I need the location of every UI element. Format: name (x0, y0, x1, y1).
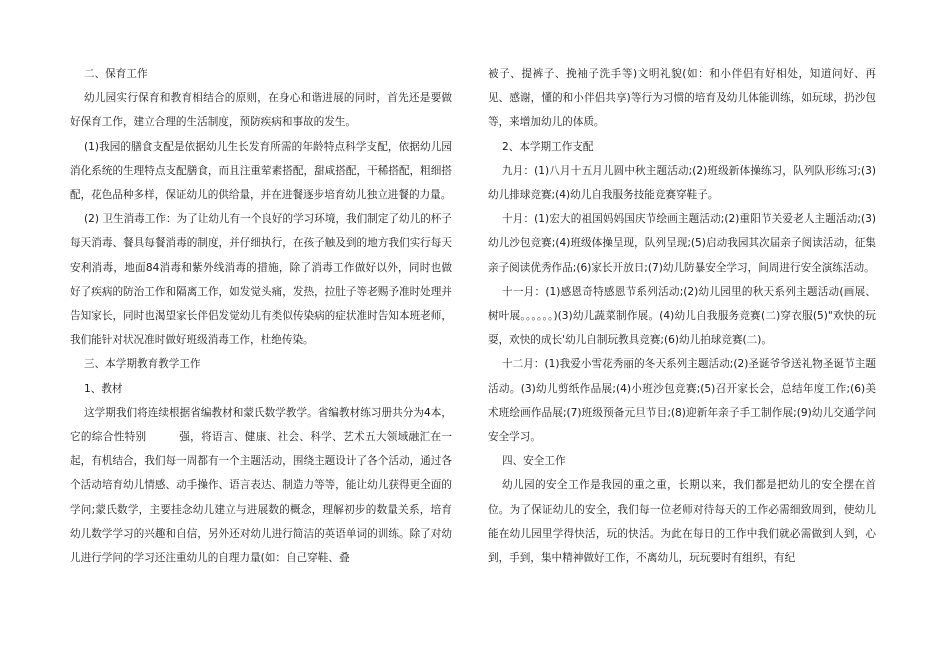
subheading-textbook: 1、教材 (84, 382, 123, 395)
paragraph-october: 十月：(1)宏大的祖国妈妈国庆节绘画主题活动;(2)重阳节关爱老人主题活动;(3)幼儿沙包竞赛;(4)班级体操呈现，队列呈现;(5)启动我园其次届亲子阅读活动，征集亲子阅读优秀作品;(6)家长开放日;(7)幼儿防暴安全学习，间周进行安全演练活动。 (488, 213, 876, 274)
paragraph-safety: 幼儿园的安全工作是我园的重之重，长期以来，我们都是把幼儿的安全摆在首位。为了保证幼儿的安全，我们每一位老师对待每天的工作必需细致周到，使幼儿能在幼儿园里学得快活，玩的快活。为此在每日的工作中我们就必需做到人到，心到，手到，集中精神做好工作，不离幼儿，玩玩要时有组织，有纪 (488, 479, 876, 565)
paragraph-september: 九月：(1)八月十五月儿圆中秋主题活动;(2)班级新体操练习，队列队形练习;(3)幼儿排球竞赛;(4)幼儿自我服务技能竞赛穿鞋子。 (488, 164, 876, 202)
subheading-semester-plan: 2、本学期工作支配 (502, 140, 594, 153)
paragraph-textbook: 这学期我们将连续根据省编教材和蒙氏数学教学。省编教材练习册共分为4本，它的综合性特别 强，将语言、健康、社会、科学、艺术五大领域融汇在一起，有机结合，我们每一周都有一个主题活动，围绕主题设计了各个活动，通过各个活动培育幼儿情感、动手操作、语言表达、制造力等等，能让幼儿获得更全面的学问;蒙氏数学，主要挂念幼儿建立与进展数的概念，理解初步的数量关系，培育幼儿数学学习的兴趣和自信，另外还对幼儿进行简洁的英语单词的训练。除了对幼儿进行学问的学习还注重幼儿的自理力量(如：自己穿鞋、叠 (70, 406, 452, 565)
paragraph-continuation: 被子、提裤子、挽袖子洗手等)文明礼貌(如：和小伴侣有好相处，知道问好、再见、感谢，懂的和小伴侣共享)等行为习惯的培育及幼儿体能训练，如玩球，扔沙包等，来增加幼儿的体质。 (488, 68, 876, 129)
left-column (70, 62, 452, 570)
paragraph-november: 十一月：(1)感恩奇特感恩节系列活动;(2)幼儿园里的秋天系列主题活动(画展、树叶展。。。。。。)(3)幼儿蔬菜制作展。(4)幼儿自我服务竞赛(二)穿衣服(5)"欢快的玩耍，欢快的成长'幼儿自制玩教具竞赛;(6)幼儿拍球竞赛(二)。 (488, 285, 876, 347)
paragraph-december: 十二月：(1)我爱小雪花秀丽的冬天系列主题活动;(2)圣诞爷爷送礼物圣诞节主题活动。(3)幼儿剪纸作品展;(4)小班沙包竞赛;(5)召开家长会，总结年度工作;(6)美术班绘画作品展;(7)班级预备元旦节目;(8)迎新年亲子手工制作展;(9)幼儿交通学问安全学习。 (488, 358, 876, 444)
section-heading-teaching: 三、本学期教育教学工作 (84, 358, 201, 371)
right-column (488, 62, 876, 570)
section-heading-childcare: 二、保育工作 (84, 68, 148, 80)
paragraph-childcare-intro: 幼儿园实行保育和教育相结合的原则，在身心和谐进展的同时，首先还是要做好保育工作，建立合理的生活制度，预防疾病和事故的发生。 (70, 92, 452, 129)
paragraph-hygiene: (2) 卫生消毒工作：为了让幼儿有一个良好的学习环境，我们制定了幼儿的杯子每天消毒、餐具每餐消毒的制度，并仔细执行，在孩子触及到的地方我们实行每天安利消毒，地面84消毒和紫外线消毒的措施，除了消毒工作做好以外，同时也做好了疾病的防治工作和隔离工作，如发觉头痛，发热，拉肚子等老赐予准时处理并告知家长，同时也渴望家长伴侣发觉幼儿有类似传染病的症状准时告知本班老师，我们能针对状况准时做好班级消毒工作，杜绝传染。 (70, 213, 452, 347)
section-heading-safety: 四、安全工作 (502, 455, 566, 468)
paragraph-meal-plan: (1)我园的膳食支配是依据幼儿生长发育所需的年龄特点科学支配，依据幼儿园消化系统的生理特点支配膳食，而且注重荤素搭配，甜咸搭配，干稀搭配，粗细搭配，花色品种多样，保证幼儿的供给量，并在进餐逐步培育幼儿独立进餐的力量。 (70, 140, 452, 202)
